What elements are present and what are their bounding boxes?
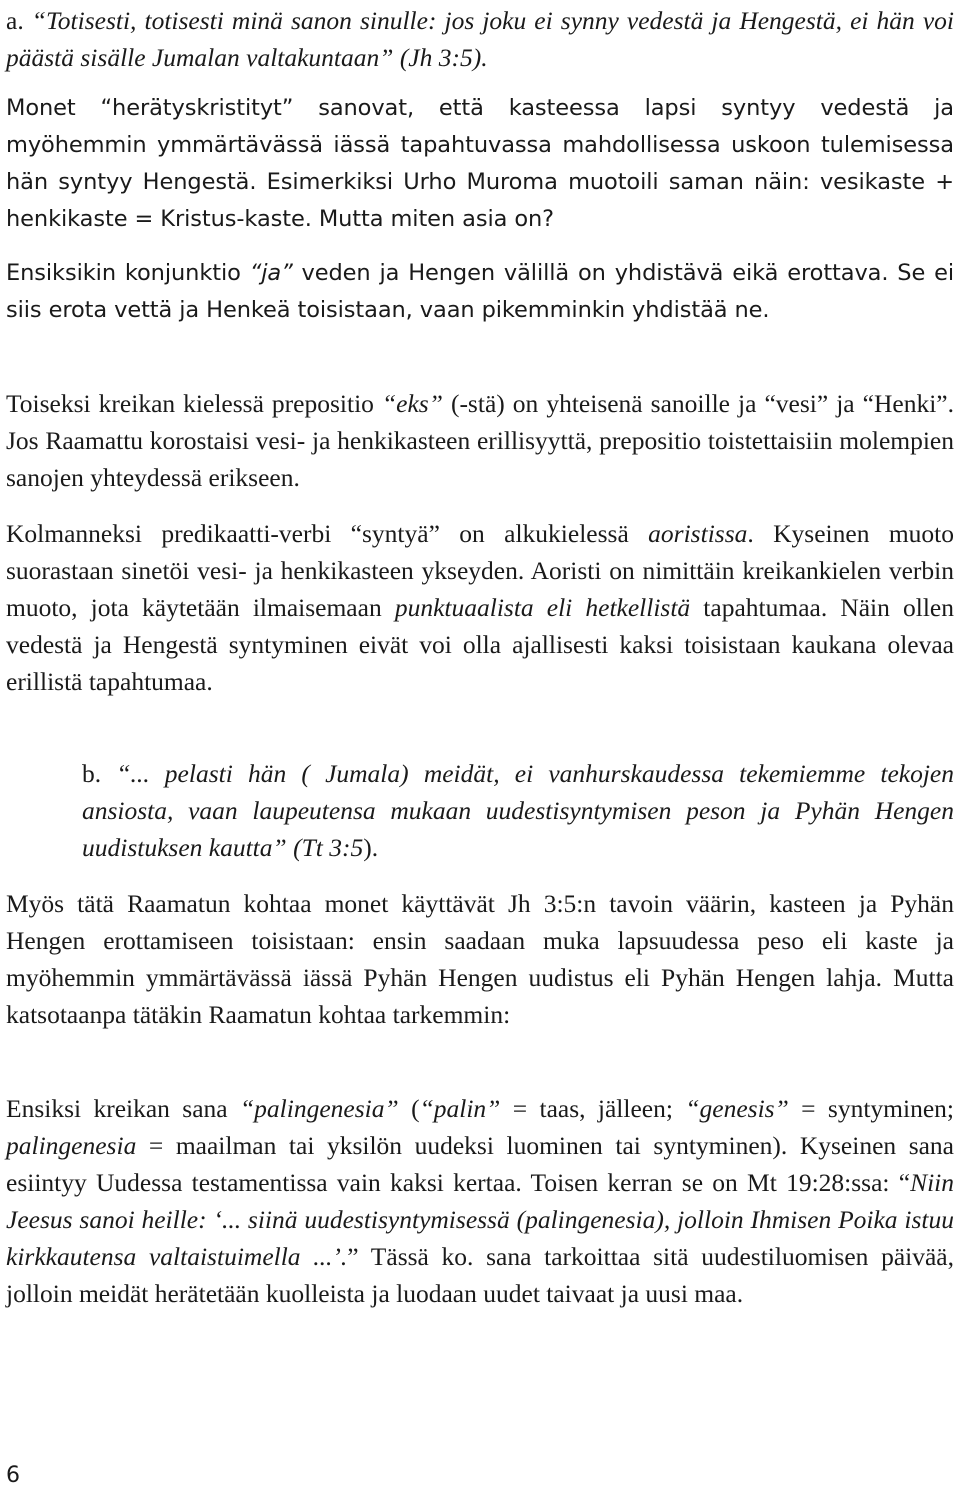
kolmanneksi-term-1: aoristissa (648, 519, 748, 548)
ensiksi-mt-quote: Niin Jeesus sanoi heille: ‘... siinä uudestisyntymisessä (palingenesia), jolloin Ihmisen Poika istuu kirkkautensa valtaistuimella ...’. (6, 1168, 954, 1271)
ensiksi-text-6: ” Tässä ko. sana tarkoittaa sitä uudestiluomisen päivää, jolloin meidät herätetään kuolleista ja luodaan uudet taivaat ja uusi maa. (6, 1242, 954, 1308)
item-b-label: b. (82, 759, 102, 788)
paragraph-ensiksikin (6, 255, 954, 329)
item-b-close: ). (363, 833, 379, 862)
paragraph-kolmanneksi (6, 515, 954, 700)
ensiksi-term-palingenesia-quoted: “palingenesia” (240, 1094, 399, 1123)
ensiksi-text-4: = syntyminen; (788, 1094, 954, 1123)
item-a-quote: “Totisesti, totisesti minä sanon sinulle: jos joku ei synny vedestä ja Hengestä, ei hän voi päästä sisälle Jumalan valtakuntaan” (Jh 3:5). (6, 6, 954, 72)
item-b-quote: “... pelasti hän ( Jumala) meidät, ei vanhurskaudessa tekemiemme tekojen ansiosta, vaan laupeutensa mukaan uudestisyntymisen peson ja Pyhän Hengen uudistuksen kautta” (Tt 3:5 (82, 759, 954, 862)
paragraph-myos: Myös tätä Raamatun kohtaa monet käyttävät Jh 3:5:n tavoin väärin, kasteen ja Pyhän Hengen erottamiseen toisistaan: ensin saadaan muka lapsuudessa peso eli kaste ja myöhemmin ymmärtävässä iässä Pyhän Hengen uudistus eli Pyhän Hengen lahja. Mutta katsotaanpa tätäkin Raamatun kohtaa tarkemmin: (6, 889, 954, 1029)
item-a-label: a. (6, 6, 24, 35)
ensiksikin-text-2: veden ja Hengen välillä on yhdistävä eikä erottava. Se ei siis erota vettä ja Henkeä toisistaan, vaan pikemminkin yhdistää ne. (6, 260, 955, 323)
kolmanneksi-text-1: Kolmanneksi predikaatti-verbi “syntyä” on alkukielessä (6, 519, 649, 548)
kolmanneksi-term-2: punktuaalista eli hetkellistä (394, 593, 691, 622)
item-b (82, 755, 954, 866)
ensiksi-term-palingenesia: palingenesia (6, 1131, 137, 1160)
ensiksikin-term: “ja” (249, 260, 293, 286)
ensiksi-text-3: = taas, jälleen; (500, 1094, 686, 1123)
paragraph-ensiksi (6, 1090, 954, 1312)
ensiksi-term-palin: “palin” (419, 1094, 501, 1123)
toiseksi-text-2: (-stä) on yhteisenä sanoille ja “vesi” ja “Henki”. Jos Raamattu korostaisi vesi- ja henkikasteen erillisyyttä, prepositio toistettaisiin molempien sanojen yhteydessä erikseen. (6, 389, 954, 492)
ensiksi-text-2: ( (398, 1094, 420, 1123)
paragraph-toiseksi (6, 385, 954, 496)
toiseksi-term: “eks” (381, 389, 443, 418)
kolmanneksi-text-3: tapahtumaa. Näin ollen vedestä ja Hengestä syntyminen eivät voi olla ajallisesti kaksi toisistaan kaukana olevaa erillistä tapahtumaa. (6, 593, 954, 696)
page-number: 6 (6, 1463, 20, 1488)
ensiksi-term-genesis: “genesis” (685, 1094, 789, 1123)
ensiksikin-text-1: Ensiksikin konjunktio (6, 260, 250, 286)
paragraph-monet: Monet “herätyskristityt” sanovat, että kasteessa lapsi syntyy vedestä ja myöhemmin ymmärtävässä iässä tapahtuvassa mahdollisessa uskoon tulemisessa hän syntyy Hengestä. Esimerkiksi Urho Muroma muotoili saman näin: vesikaste + henkikaste = Kristus-kaste. Mutta miten asia on? (6, 95, 954, 232)
kolmanneksi-text-2: . Kyseinen muoto suorastaan sinetöi vesi- ja henkikasteen ykseyden. Aoristi on nimittäin kreikankielen verbin muoto, jota käytetään ilmaisemaan (6, 519, 954, 622)
ensiksi-text-5: = maailman tai yksilön uudeksi luominen tai syntyminen). Kyseinen sana esiintyy Uudessa testamentissa vain kaksi kertaa. Toisen kerran se on Mt 19:28:ssa: “ (6, 1131, 954, 1197)
item-a (6, 2, 954, 76)
toiseksi-text-1: Toiseksi kreikan kielessä prepositio (6, 389, 382, 418)
ensiksi-text-1: Ensiksi kreikan sana (6, 1094, 240, 1123)
